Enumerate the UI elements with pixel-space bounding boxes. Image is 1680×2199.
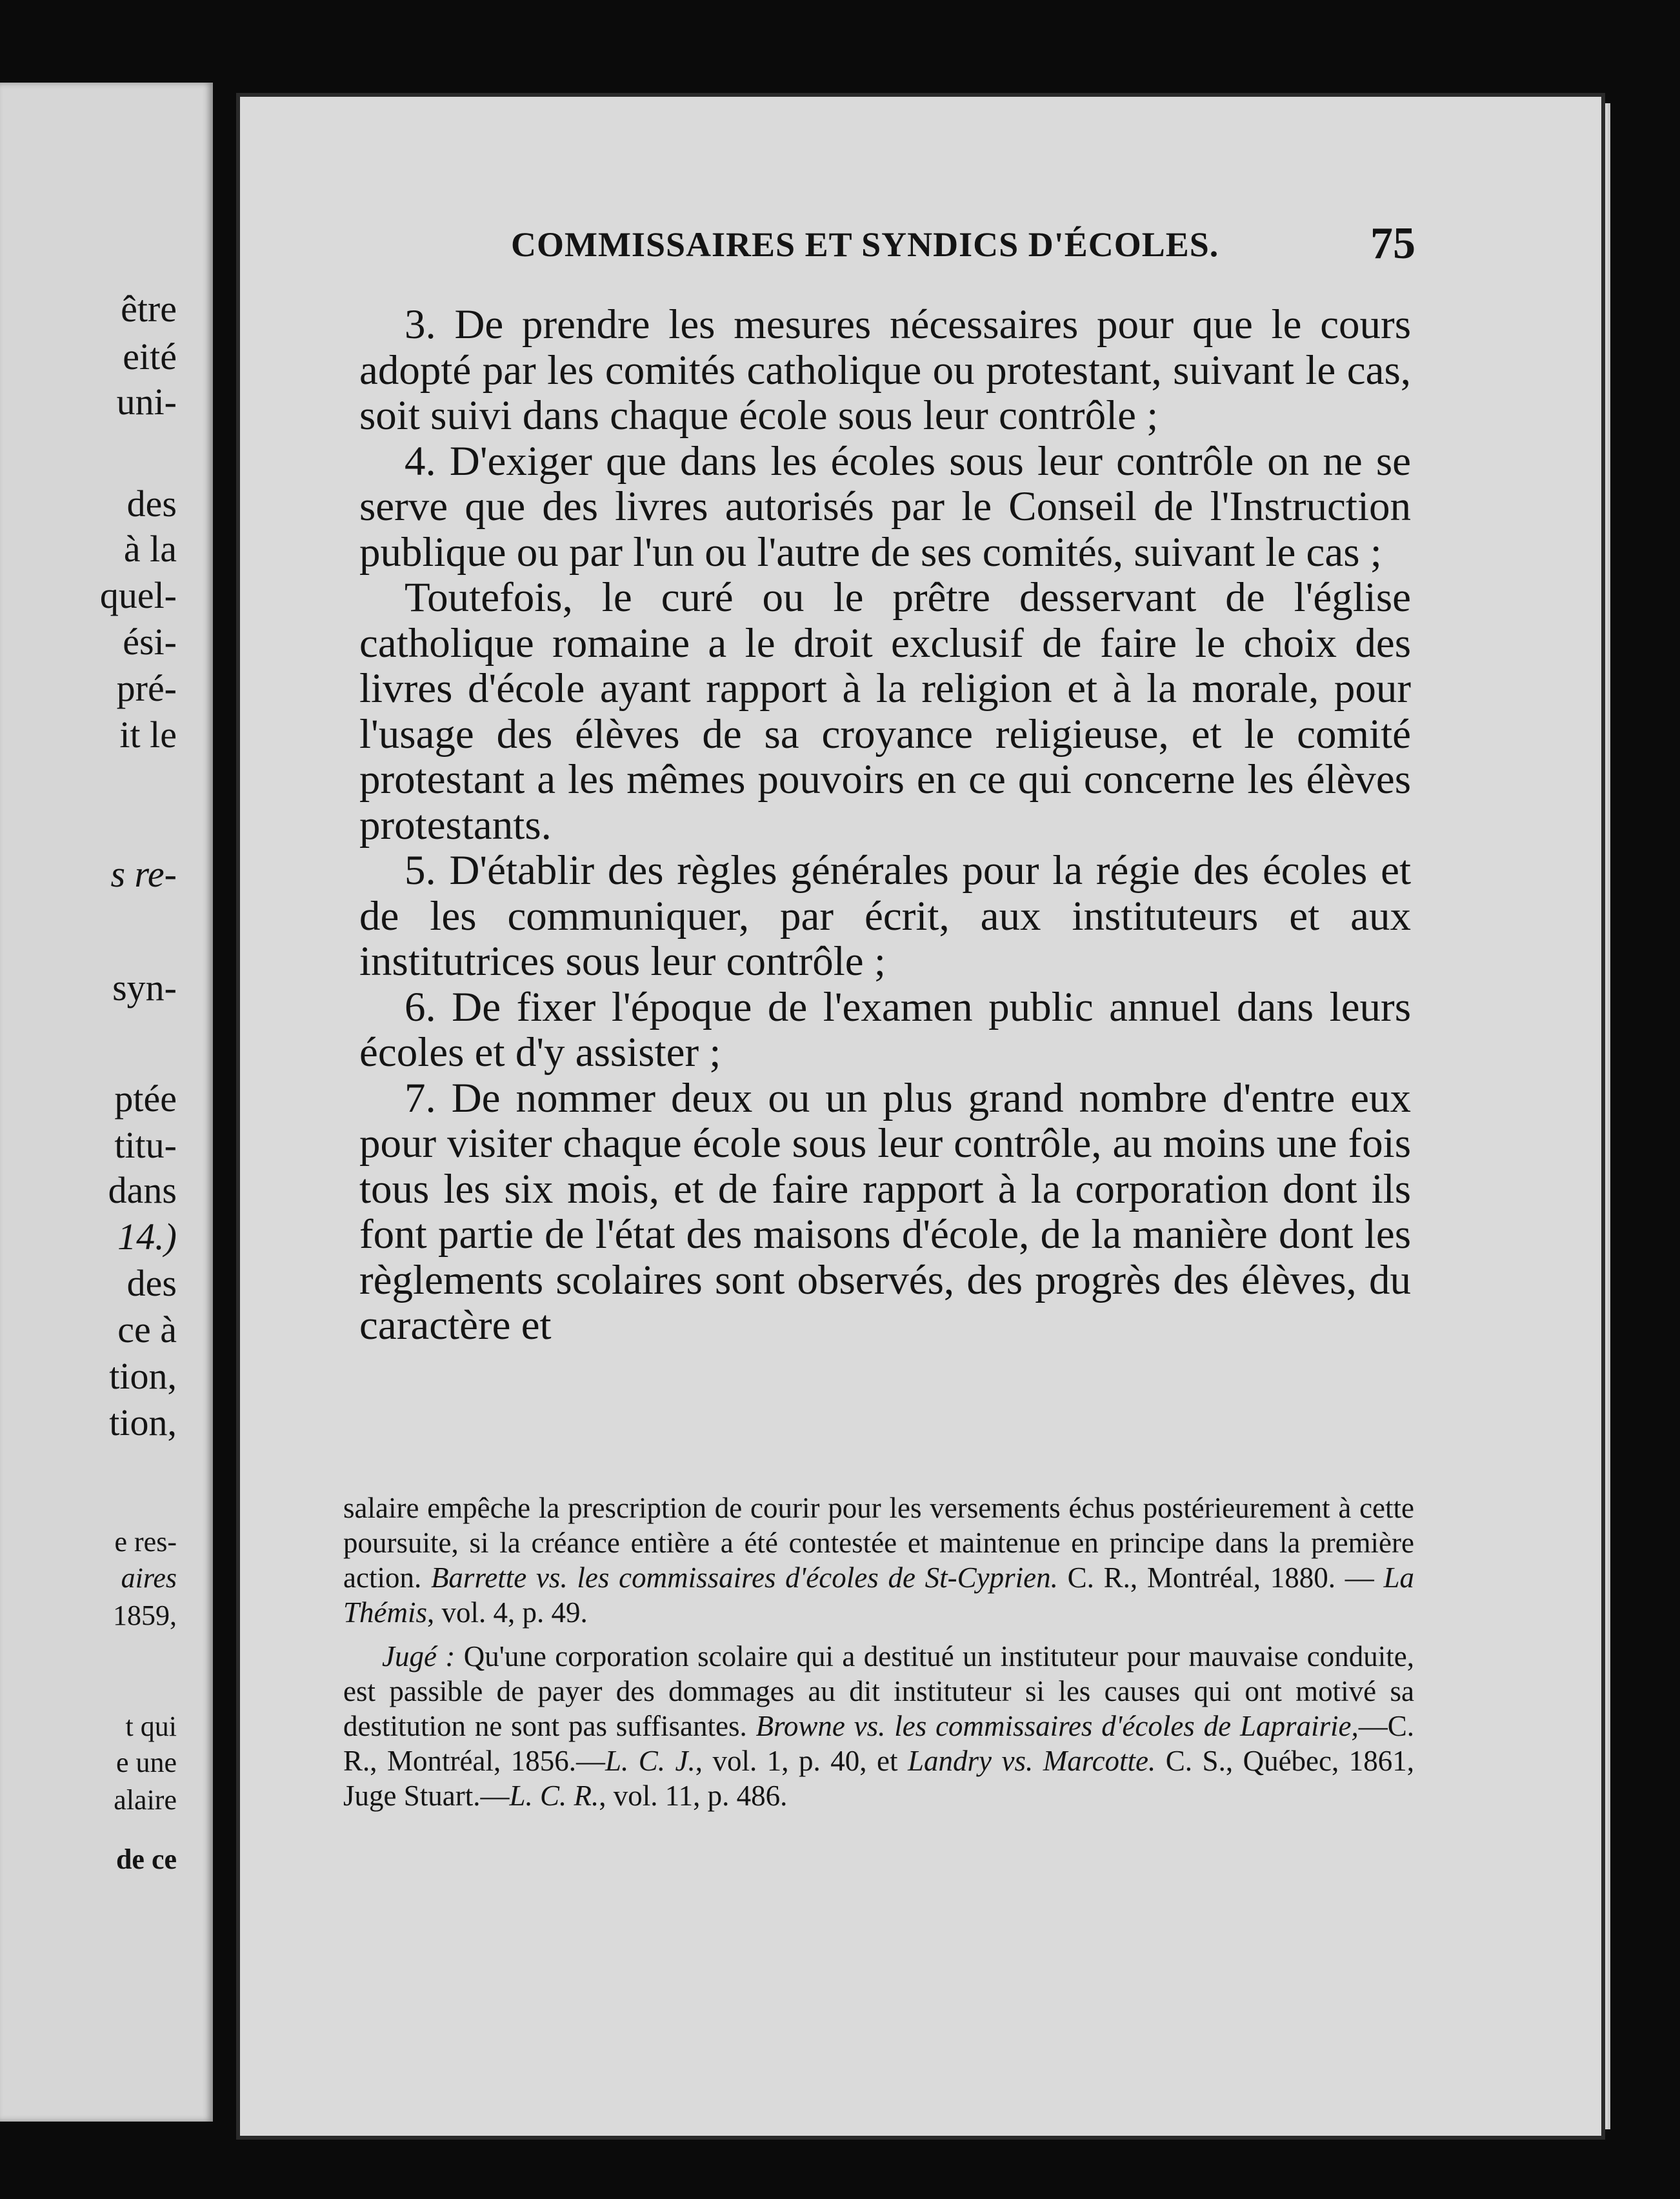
left-page-fragment: tion, xyxy=(109,1355,177,1397)
case-citation: Landry vs. Marcotte. xyxy=(908,1745,1156,1777)
footnote-continued xyxy=(343,1491,1414,1630)
left-page-fragment: 1859, xyxy=(113,1600,177,1631)
footnote-text: Qu'une corporation scolaire qui a destitué un instituteur pour mauvaise conduite, est passible de payer des dommages au dit instituteur si les causes qui ont motivé sa destitution ne sont pas suffisantes. xyxy=(343,1640,1414,1742)
book-page xyxy=(240,97,1601,2136)
page-number: 75 xyxy=(1370,219,1415,268)
body-text xyxy=(359,302,1411,1349)
left-page-fragment: s re- xyxy=(110,853,177,895)
left-page-fragment: e res- xyxy=(114,1526,177,1558)
left-page-fragment: t qui xyxy=(125,1711,177,1742)
left-page-fragment: titu- xyxy=(114,1124,177,1166)
left-page-fragment: tion, xyxy=(109,1401,177,1443)
journal-citation: L. C. R. xyxy=(509,1780,599,1812)
left-page-fragment: de ce xyxy=(115,1843,177,1875)
footnote-text: salaire empêche la prescription de courir pour les versements échus postérieurement à cette poursuite, si la créance entière a été contestée et maintenue en principe dans la première action. xyxy=(343,1492,1414,1594)
left-page-fragment: dans xyxy=(108,1169,177,1211)
court-citation: C. S., Québec, 1861, Juge Stuart.— xyxy=(343,1745,1414,1812)
journal-citation: L. C. J. xyxy=(605,1745,695,1777)
paragraph-item-3: 3. De prendre les mesures nécessaires pour que le cours adopté par les comités catholique ou protestant, suivant le cas, soit suivi dans chaque école sous leur contrôle ; xyxy=(359,301,1411,439)
left-page-fragment: uni- xyxy=(116,381,177,423)
volume-reference: , vol. 1, p. 40, et xyxy=(695,1745,908,1777)
left-page-fragment: des xyxy=(126,1262,177,1304)
journal-citation: La Thémis xyxy=(343,1561,1415,1629)
paragraph-item-6: 6. De fixer l'époque de l'examen public annuel dans leurs écoles et d'y assister ; xyxy=(359,983,1411,1076)
left-page-fragment: à la xyxy=(123,528,177,570)
court-citation: C. R., Montréal, 1880. — xyxy=(1057,1561,1384,1594)
case-citation: Barrette vs. les commissaires d'écoles de St-Cyprien. xyxy=(430,1561,1058,1594)
footnote-juge xyxy=(343,1639,1414,1813)
left-page-fragment: syn- xyxy=(112,967,177,1009)
left-page-fragment: eité xyxy=(123,336,177,377)
paragraph-item-7: 7. De nommer deux ou un plus grand nombre d'entre eux pour visiter chaque école sous leur contrôle, au moins une fois tous les six mois, et de faire rapport à la corporation dont ils font partie de l'état des maisons d'école, de la manière dont les règlements scolaires sont observés, des progrès des élèves, du caractère et xyxy=(359,1074,1411,1349)
left-page-fragment: quel- xyxy=(99,574,177,616)
paragraph-item-5: 5. D'établir des règles générales pour la régie des écoles et de les communiquer, par écrit, aux instituteurs et aux institutrices sous leur contrôle ; xyxy=(359,847,1411,985)
left-page-fragment: 14.) xyxy=(117,1216,177,1258)
left-page-fragment: ptée xyxy=(114,1078,177,1120)
left-page-fragment: des xyxy=(126,483,177,525)
footnotes xyxy=(343,1491,1414,1822)
left-facing-page xyxy=(0,83,213,2122)
volume-reference: , vol. 4, p. 49. xyxy=(427,1596,588,1629)
left-page-fragment: it le xyxy=(119,714,177,756)
left-page-fragment: alaire xyxy=(114,1784,177,1816)
footnote-label: Jugé : xyxy=(382,1640,455,1672)
court-citation: —C. R., Montréal, 1856.— xyxy=(343,1710,1414,1777)
left-page-fragment: aires xyxy=(121,1562,177,1594)
paragraph-item-4: 4. D'exiger que dans les écoles sous leur contrôle on ne se serve que des livres autorisés par le Conseil de l'Instruction publique ou par l'un ou l'autre de ses comités, suivant le cas ; xyxy=(359,437,1411,576)
left-page-fragment: être xyxy=(121,288,177,330)
left-page-fragment: e une xyxy=(115,1747,177,1778)
left-page-fragment: ési- xyxy=(123,621,177,663)
case-citation: Browne vs. les commissaires d'écoles de Laprairie, xyxy=(755,1710,1359,1742)
left-page-fragment: pré- xyxy=(116,667,177,709)
running-title: COMMISSAIRES ET SYNDICS D'ÉCOLES. xyxy=(511,225,1219,264)
left-page-fragment: ce à xyxy=(117,1309,177,1351)
paragraph-toutefois: Toutefois, le curé ou le prêtre desservant de l'église catholique romaine a le droit exclusif de faire le choix des livres d'école ayant rapport à la religion et à la morale, pour l'usage des élèves de sa croyance religieuse, et le comité protestant a les mêmes pouvoirs en ce qui concerne les élèves protestants. xyxy=(359,574,1411,848)
volume-reference: , vol. 11, p. 486. xyxy=(599,1780,788,1812)
